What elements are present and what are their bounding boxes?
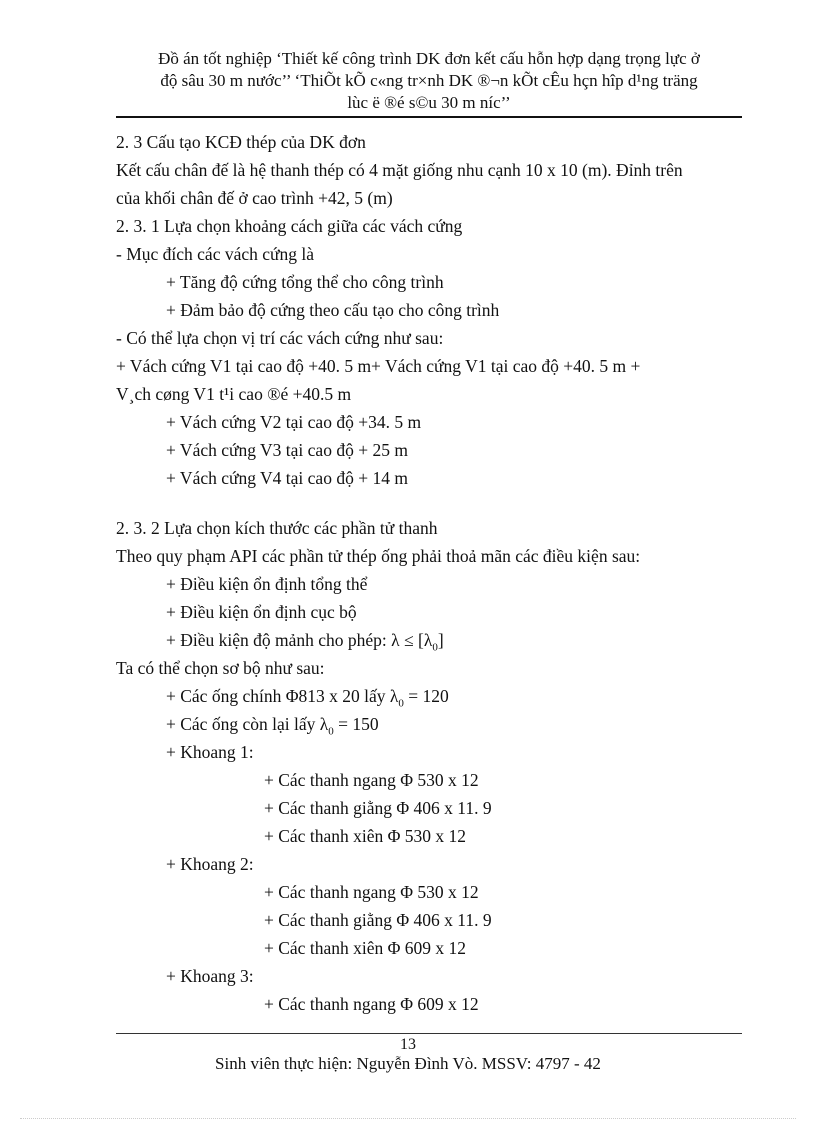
bay-label: + Khoang 2: bbox=[166, 854, 254, 874]
list-item: + Đảm bảo độ cứng theo cấu tạo cho công trình bbox=[166, 300, 500, 320]
bay-label: + Khoang 1: bbox=[166, 742, 254, 762]
header-line-2: độ sâu 30 m nước’’ ‘ThiÕt kÕ c«ng tr×nh DK ®¬n kÕt cÊu hçn hîp d¹ng träng bbox=[160, 71, 698, 90]
list-item: + Các thanh giằng Φ 406 x 11. 9 bbox=[264, 910, 492, 930]
list-item: + Điều kiện ổn định tổng thể bbox=[166, 574, 368, 594]
list-intro: - Có thể lựa chọn vị trí các vách cứng như sau: bbox=[116, 328, 444, 348]
list-intro: - Mục đích các vách cứng là bbox=[116, 244, 315, 264]
page-footer: Sinh viên thực hiện: Nguyễn Đình Vò. MSSV: 4797 - 42 bbox=[215, 1054, 601, 1073]
list-item: + Các thanh ngang Φ 530 x 12 bbox=[264, 770, 479, 790]
paragraph-line: V¸ch cøng V1 t¹i cao ®é +40.5 m bbox=[116, 384, 352, 404]
list-item: + Các thanh ngang Φ 530 x 12 bbox=[264, 882, 479, 902]
header-line-1: Đồ án tốt nghiệp ‘Thiết kế công trình DK đơn kết cấu hỗn hợp dạng trọng lực ở bbox=[158, 49, 700, 68]
list-item: + Các thanh xiên Φ 530 x 12 bbox=[264, 826, 467, 846]
subsection-heading: 2. 3. 1 Lựa chọn khoảng cách giữa các vách cứng bbox=[116, 216, 463, 236]
page-bottom-border bbox=[20, 1118, 796, 1119]
document-body bbox=[116, 128, 746, 1018]
paragraph-line: của khối chân đế ở cao trình +42, 5 (m) bbox=[116, 188, 393, 208]
list-item: + Vách cứng V3 tại cao độ + 25 m bbox=[166, 440, 408, 460]
list-item: + Các ống còn lại lấy $\lambda_0 = 150$ bbox=[166, 714, 379, 738]
header-divider bbox=[116, 116, 742, 118]
section-heading: 2. 3 Cấu tạo KCĐ thép của DK đơn bbox=[116, 132, 366, 152]
subsection-heading: 2. 3. 2 Lựa chọn kích thước các phần tử thanh bbox=[116, 518, 438, 538]
list-item: + Vách cứng V2 tại cao độ +34. 5 m bbox=[166, 412, 422, 432]
paragraph-line: Kết cấu chân đế là hệ thanh thép có 4 mặt giống nhu cạnh 10 x 10 (m). Đỉnh trên bbox=[116, 160, 683, 180]
list-item: + Các ống chính Φ813 x 20 lấy $\lambda_0 = 120$ bbox=[166, 686, 449, 710]
paragraph-line: Ta có thể chọn sơ bộ như sau: bbox=[116, 658, 325, 678]
paragraph-line: + Vách cứng V1 tại cao độ +40. 5 m+ Vách cứng V1 tại cao độ +40. 5 m + bbox=[116, 356, 641, 376]
bay-label: + Khoang 3: bbox=[166, 966, 254, 986]
page-number: 13 bbox=[400, 1036, 416, 1053]
paragraph-line: Theo quy phạm API các phần tử thép ống phải thoả mãn các điều kiện sau: bbox=[116, 546, 641, 566]
list-item: + Điều kiện độ mảnh cho phép: $\lambda \le [\lambda_0]$ bbox=[166, 630, 444, 654]
list-item: + Điều kiện ổn định cục bộ bbox=[166, 602, 357, 622]
list-item: + Các thanh xiên Φ 609 x 12 bbox=[264, 938, 467, 958]
list-item: + Tăng độ cứng tổng thể cho công trình bbox=[166, 272, 444, 292]
list-item: + Vách cứng V4 tại cao độ + 14 m bbox=[166, 468, 408, 488]
footer-divider bbox=[116, 1033, 742, 1034]
header-line-3: lùc ë ®é s©u 30 m níc’’ bbox=[347, 93, 511, 112]
list-item: + Các thanh giằng Φ 406 x 11. 9 bbox=[264, 798, 492, 818]
list-item: + Các thanh ngang Φ 609 x 12 bbox=[264, 994, 479, 1014]
page-header bbox=[116, 48, 742, 114]
